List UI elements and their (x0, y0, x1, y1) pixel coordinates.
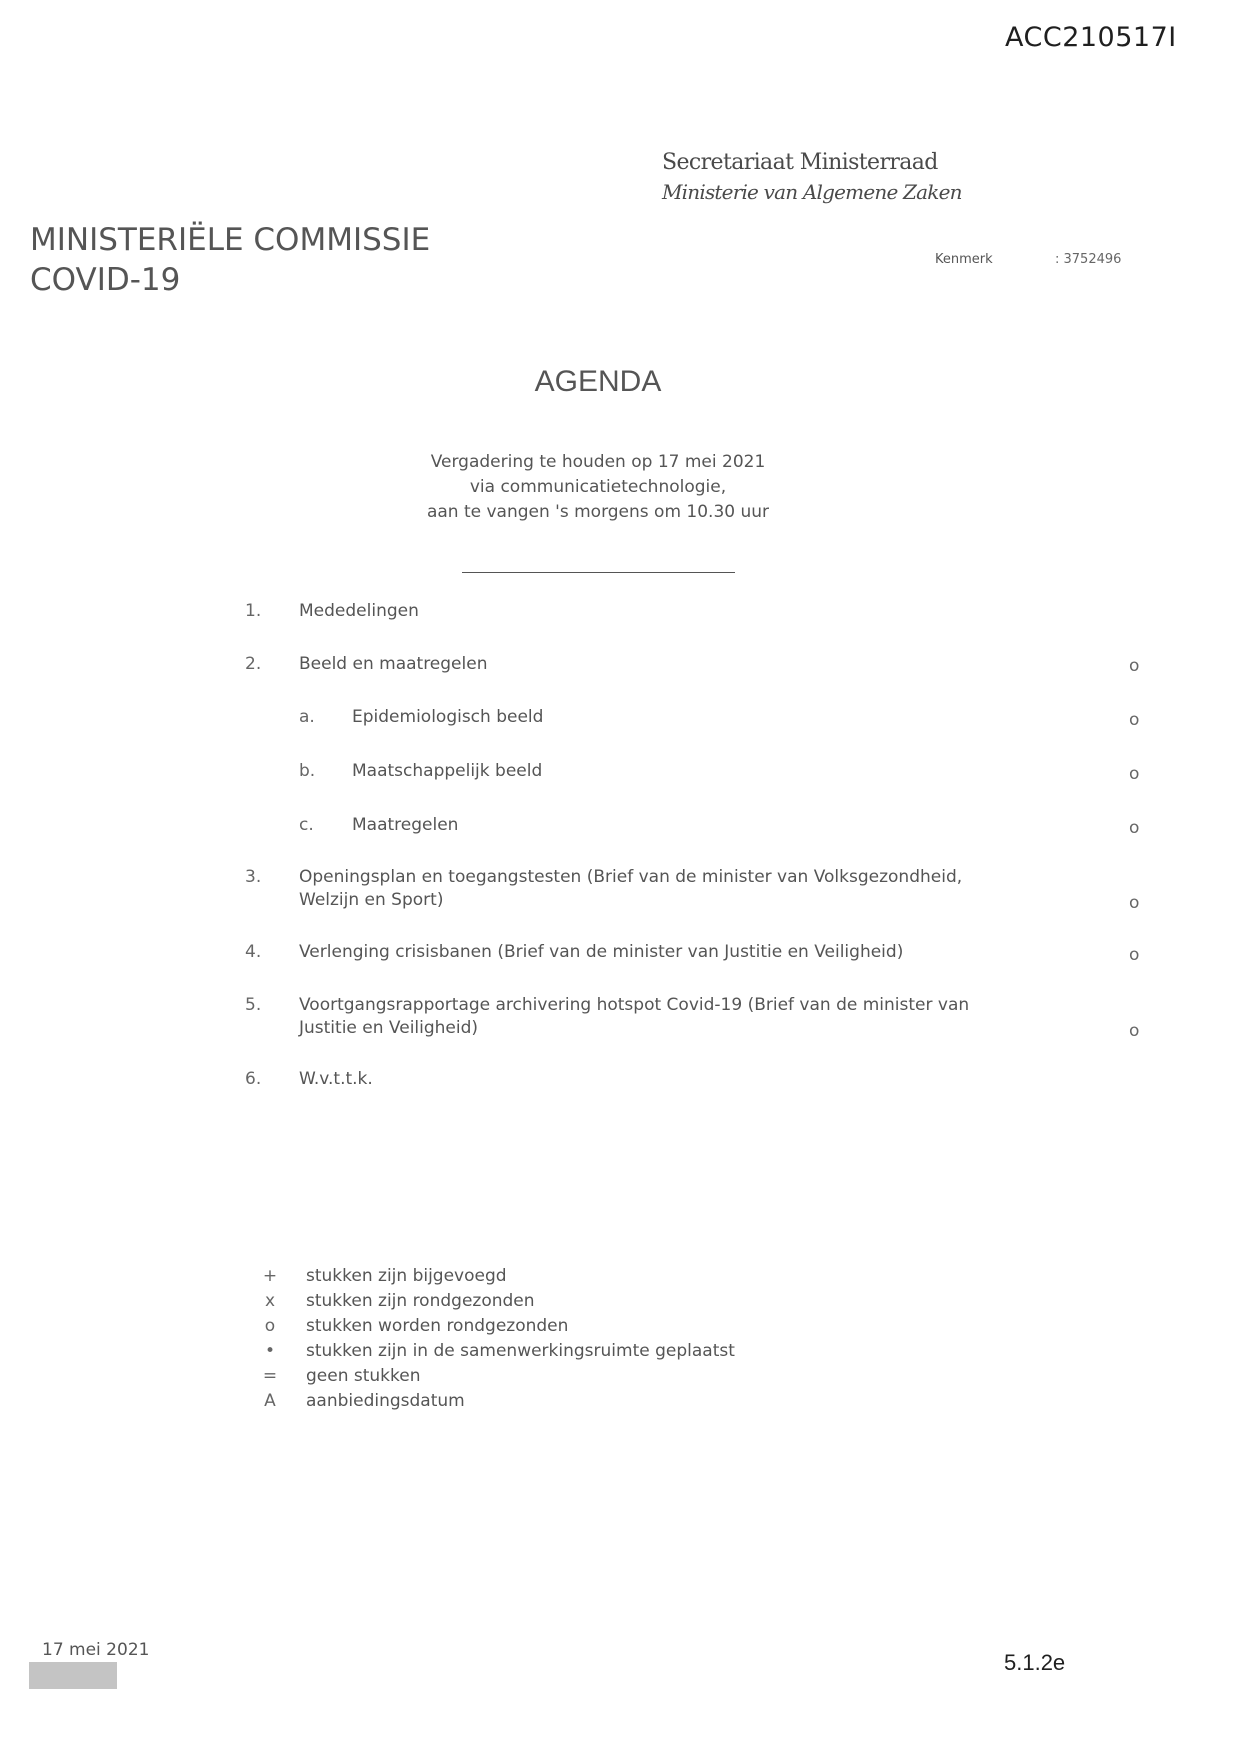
subitem-text: Maatschappelijk beeld (352, 761, 543, 781)
item-number: 6. (245, 1069, 262, 1089)
redaction-code: 5.1.2e (1004, 1650, 1066, 1675)
item-number: 5. (245, 995, 262, 1015)
item-number: 3. (245, 867, 262, 887)
meeting-time-line: aan te vangen 's morgens om 10.30 uur (426, 502, 770, 522)
legend-text: aanbiedingsdatum (306, 1391, 465, 1411)
legend-text: stukken zijn bijgevoegd (306, 1266, 507, 1286)
item-text-line1: Voortgangsrapportage archivering hotspot Covid-19 (Brief van de minister van (299, 995, 970, 1015)
cross-icon: x (264, 1291, 276, 1311)
status-mark: o (1129, 893, 1140, 913)
meeting-date-line: Vergadering te houden op 17 mei 2021 (430, 452, 766, 472)
reference-label: Kenmerk (935, 252, 993, 267)
ministry-name: Ministerie van Algemene Zaken (662, 180, 962, 204)
item-number: 4. (245, 942, 262, 962)
reference-value: : 3752496 (1055, 252, 1122, 267)
redaction-block (29, 1662, 117, 1689)
committee-title-line1: MINISTERIËLE COMMISSIE (30, 222, 431, 258)
status-mark: o (1129, 1021, 1140, 1041)
item-number: 2. (245, 654, 262, 674)
item-text: Verlenging crisisbanen (Brief van de minister van Justitie en Veiligheid) (299, 942, 904, 962)
committee-title (30, 220, 430, 300)
footer-date: 17 mei 2021 (42, 1640, 150, 1660)
status-mark: o (1129, 656, 1140, 676)
divider (462, 572, 735, 573)
circle-icon: o (264, 1316, 276, 1336)
bullet-icon: • (264, 1341, 276, 1361)
item-text-line2: Justitie en Veiligheid) (299, 1018, 479, 1038)
equals-icon: = (262, 1366, 278, 1386)
subitem-text: Epidemiologisch beeld (352, 707, 544, 727)
item-text-line1: Openingsplan en toegangstesten (Brief van de minister van Volksgezondheid, (299, 867, 963, 887)
legend-text: stukken worden rondgezonden (306, 1316, 569, 1336)
subitem-text: Maatregelen (352, 815, 459, 835)
subitem-letter: b. (299, 761, 316, 781)
document-id-code: ACC210517I (1005, 22, 1177, 53)
committee-title-line2: COVID-19 (30, 262, 181, 298)
item-text: Mededelingen (299, 601, 419, 621)
meeting-medium-line: via communicatietechnologie, (469, 477, 727, 497)
status-mark: o (1129, 818, 1140, 838)
legend-text: geen stukken (306, 1366, 421, 1386)
item-text: W.v.t.t.k. (299, 1069, 373, 1089)
status-mark: o (1129, 764, 1140, 784)
status-mark: o (1129, 710, 1140, 730)
page-title: AGENDA (534, 365, 662, 398)
item-text-line2: Welzijn en Sport) (299, 890, 444, 910)
legend-text: stukken zijn rondgezonden (306, 1291, 535, 1311)
organization-name: Secretariaat Ministerraad (662, 150, 938, 175)
status-mark: o (1129, 945, 1140, 965)
legend-text: stukken zijn in de samenwerkingsruimte geplaatst (306, 1341, 735, 1361)
item-number: 1. (245, 601, 262, 621)
plus-icon: + (262, 1266, 278, 1286)
item-text: Beeld en maatregelen (299, 654, 488, 674)
meeting-details (0, 450, 1196, 525)
subitem-letter: a. (299, 707, 315, 727)
letter-a-icon: A (264, 1391, 276, 1411)
subitem-letter: c. (299, 815, 314, 835)
